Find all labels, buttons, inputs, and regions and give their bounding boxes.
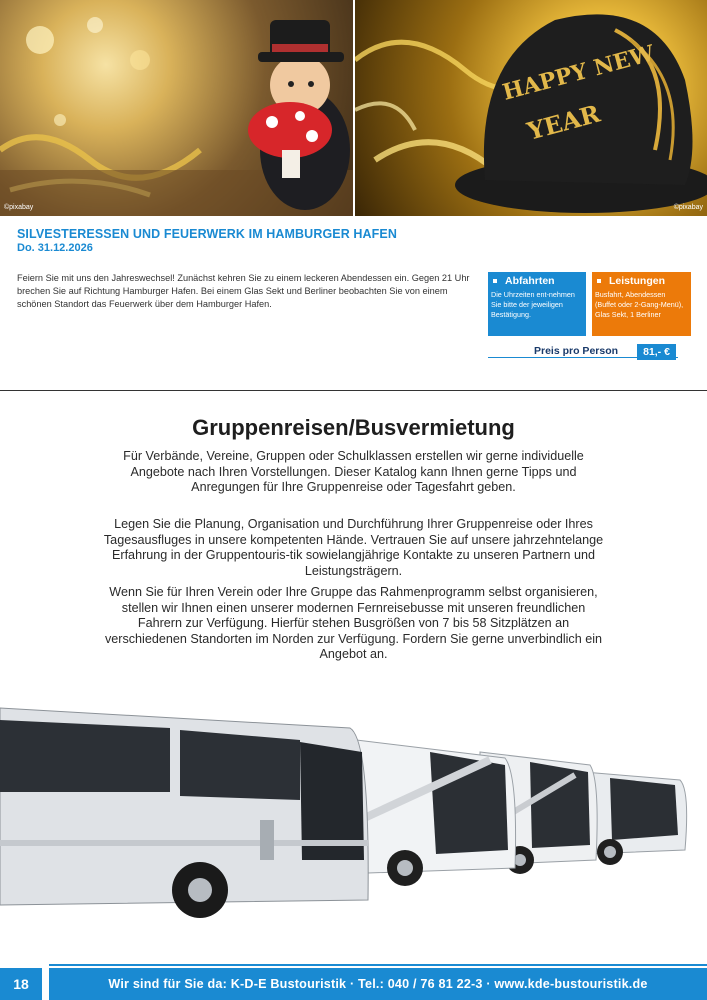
hat-lettering-2: YEAR [524, 98, 604, 146]
event-description: Feiern Sie mit uns den Jahreswechsel! Zunächst kehren Sie zu einem leckeren Abendessen ein. Gegen 21 Uhr brechen Sie auf Richtung Hamburger Hafen. Bei einem Glas Sekt und Berliner beobachten Sie von einem schönen Standort das Feuerwerk über dem Hamburger Hafen. [17, 273, 470, 309]
coach-buses-image [0, 700, 707, 930]
photo-happy-new-year-hat [355, 0, 707, 216]
price-label: Preis pro Person [534, 345, 619, 357]
footer-line [49, 964, 707, 966]
section-title: Gruppenreisen/Busvermietung [192, 415, 515, 440]
abfahrten-box [488, 272, 586, 336]
group-paragraph-1: Für Verbände, Vereine, Gruppen oder Schulklassen erstellen wir gerne individuelle Angebote nach Ihren Vorstellungen. Dieser Katalog kann Ihnen gerne Tipps und Anregungen für Ihre Gruppenreise oder Tagesfahrt geben. [123, 449, 584, 495]
hat-lettering: HAPPY NEW [499, 40, 658, 106]
bus-1 [0, 708, 368, 918]
group-paragraph-3: Wenn Sie für Ihren Verein oder Ihre Gruppe das Rahmenprogramm selbst organisieren, stellen wir Ihnen einen unserer modernen Fernreisebusse mit unseren freundlichen Fahrern zur Verfügung. Hierfür stehen Busgrößen von 7 bis 58 Sitzplätzen an verschiedenen Standorten im Norden zur Verfügung. Fordern Sie gerne unverbindlich ein Angebot an. [104, 585, 603, 662]
leistungen-text: Busfahrt, Abendessen (Buffet oder 2-Gang-Menü), Glas Sekt, 1 Berliner [595, 290, 684, 319]
chimney-sweep-illustration [0, 0, 353, 216]
footer-contact: Wir sind für Sie da: K-D-E Bustouristik · Tel.: 040 / 76 81 22-3 · www.kde-bustouristik.de [49, 968, 707, 1000]
event-title: SILVESTERESSEN UND FEUERWERK IM HAMBURGER HAFEN [17, 227, 397, 241]
group-paragraph-2: Legen Sie die Planung, Organisation und Durchführung Ihrer Gruppenreise oder Ihres Tagesausfluges in unsere kompetenten Hände. Vertrauen Sie auf unsere jahrzehntelange Erfahrung in der Gruppentouris-tik sowielangjährige Kontakte zu unseren Partnern und Leistungsträgern. [103, 517, 604, 578]
bullet-icon [597, 279, 601, 283]
leistungen-box [592, 272, 691, 336]
bullet-icon [493, 279, 497, 283]
price-value: 81,- € [637, 344, 676, 360]
page-number: 18 [0, 968, 42, 1000]
abfahrten-label: Abfahrten [505, 275, 555, 287]
photo-credit-left: ©pixabay [4, 204, 34, 211]
event-date: Do. 31.12.2026 [17, 242, 93, 254]
section-divider [0, 390, 707, 391]
photo-chimney-sweep-figure [0, 0, 353, 216]
photo-credit-right: ©pixabay [673, 204, 703, 211]
leistungen-label: Leistungen [609, 275, 666, 287]
abfahrten-text: Die Uhrzeiten ent-nehmen Sie bitte der jeweiligen Bestätigung. [491, 290, 575, 319]
new-year-hat-illustration [355, 0, 707, 216]
